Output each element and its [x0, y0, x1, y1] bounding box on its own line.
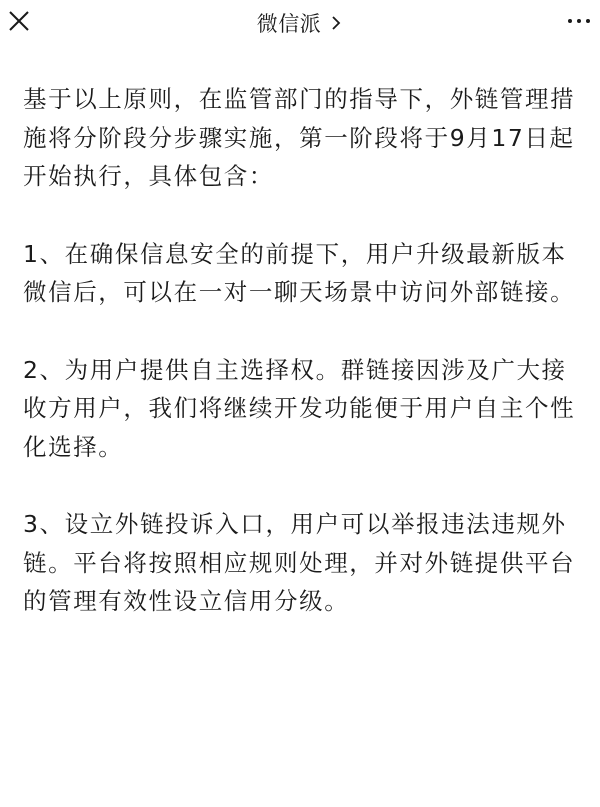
more-horizontal-icon	[568, 19, 572, 23]
chevron-right-icon	[329, 16, 343, 30]
article-paragraph-2: 2、为用户提供自主选择权。群链接因涉及广大接收方用户，我们将继续开发功能便于用户自主个性化选择。	[23, 355, 576, 461]
article-paragraph-intro: 基于以上原则，在监管部门的指导下，外链管理措施将分阶段分步骤实施，第一阶段将于9月17日起开始执行，具体包含：	[23, 85, 576, 190]
page-title: 微信派	[256, 12, 322, 36]
account-title-link[interactable]	[0, 0, 600, 46]
article-paragraph-1: 1、在确保信息安全的前提下，用户升级最新版本微信后，可以在一对一聊天场景中访问外部链接。	[23, 239, 576, 306]
more-options-button[interactable]	[564, 6, 594, 36]
article-paragraph-3: 3、设立外链投诉入口，用户可以举报违法违规外链。平台将按照相应规则处理，并对外链提供平台的管理有效性设立信用分级。	[23, 510, 576, 615]
article-body	[23, 80, 583, 660]
top-navigation-bar	[0, 0, 600, 48]
